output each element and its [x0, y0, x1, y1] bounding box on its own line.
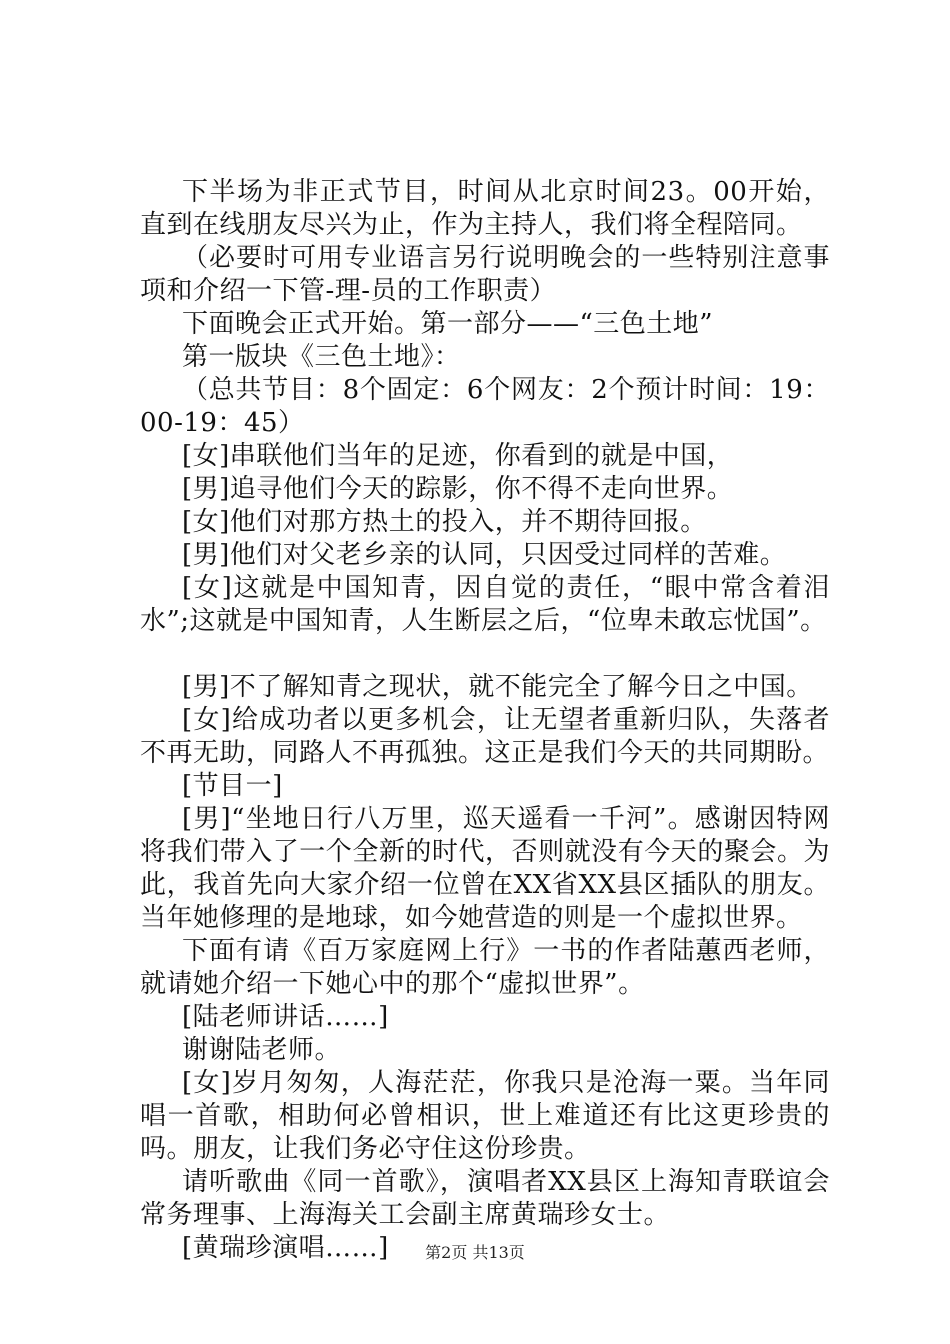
paragraph: [女]岁月匆匆，人海茫茫，你我只是沧海一粟。当年同唱一首歌，相助何必曾相识，世上难道还有比这更珍贵的吗。朋友，让我们务必守住这份珍贵。	[140, 1068, 830, 1164]
paragraph: [黄瑞珍演唱……]	[182, 1233, 389, 1263]
paragraph: [女]给成功者以更多机会，让无望者重新归队，失落者不再无助，同路人不再孤独。这正是我们今天的共同期盼。	[140, 705, 830, 768]
paragraph: [陆老师讲话……]	[182, 1002, 389, 1032]
paragraph: [男]他们对父老乡亲的认同，只因受过同样的苦难。	[182, 540, 787, 570]
paragraph: [女]串联他们当年的足迹，你看到的就是中国，	[182, 441, 734, 471]
paragraph: 下面晚会正式开始。第一部分——“三色土地”	[182, 309, 714, 339]
paragraph: （总共节目：8个固定：6个网友：2个预计时间：19：00-19：45）	[140, 375, 830, 438]
paragraph: [女]他们对那方热土的投入，并不期待回报。	[182, 507, 707, 537]
paragraph: （必要时可用专业语言另行说明晚会的一些特别注意事项和介绍一下管-理-员的工作职责）	[140, 243, 830, 306]
paragraph: 下面有请《百万家庭网上行》一书的作者陆蕙西老师，就请她介绍一下她心中的那个“虚拟世界”。	[140, 936, 830, 999]
document-body	[140, 176, 830, 1265]
paragraph: 第一版块《三色土地》：	[182, 342, 461, 372]
paragraph: [男]追寻他们今天的踪影，你不得不走向世界。	[182, 474, 734, 504]
paragraph: [节目一]	[182, 771, 283, 801]
paragraph: 谢谢陆老师。	[182, 1035, 342, 1065]
paragraph: [男]“坐地日行八万里，巡天遥看一千河”。感谢因特网将我们带入了一个全新的时代，否则就没有今天的聚会。为此，我首先向大家介绍一位曾在XX省XX县区插队的朋友。当年她修理的是地球，如今她营造的则是一个虚拟世界。	[140, 804, 830, 933]
page-number-footer: 第2页 共13页	[425, 1243, 525, 1262]
paragraph: [女]这就是中国知青，因自觉的责任，“眼中常含着泪水”;这就是中国知青，人生断层之后，“位卑未敢忘忧国”。	[140, 573, 830, 636]
paragraph: 请听歌曲《同一首歌》，演唱者XX县区上海知青联谊会常务理事、上海海关工会副主席黄瑞珍女士。	[140, 1167, 830, 1230]
paragraph: [男]不了解知青之现状，就不能完全了解今日之中国。	[182, 672, 813, 702]
paragraph: 下半场为非正式节目，时间从北京时间23。00开始，直到在线朋友尽兴为止，作为主持人，我们将全程陪同。	[140, 177, 830, 240]
